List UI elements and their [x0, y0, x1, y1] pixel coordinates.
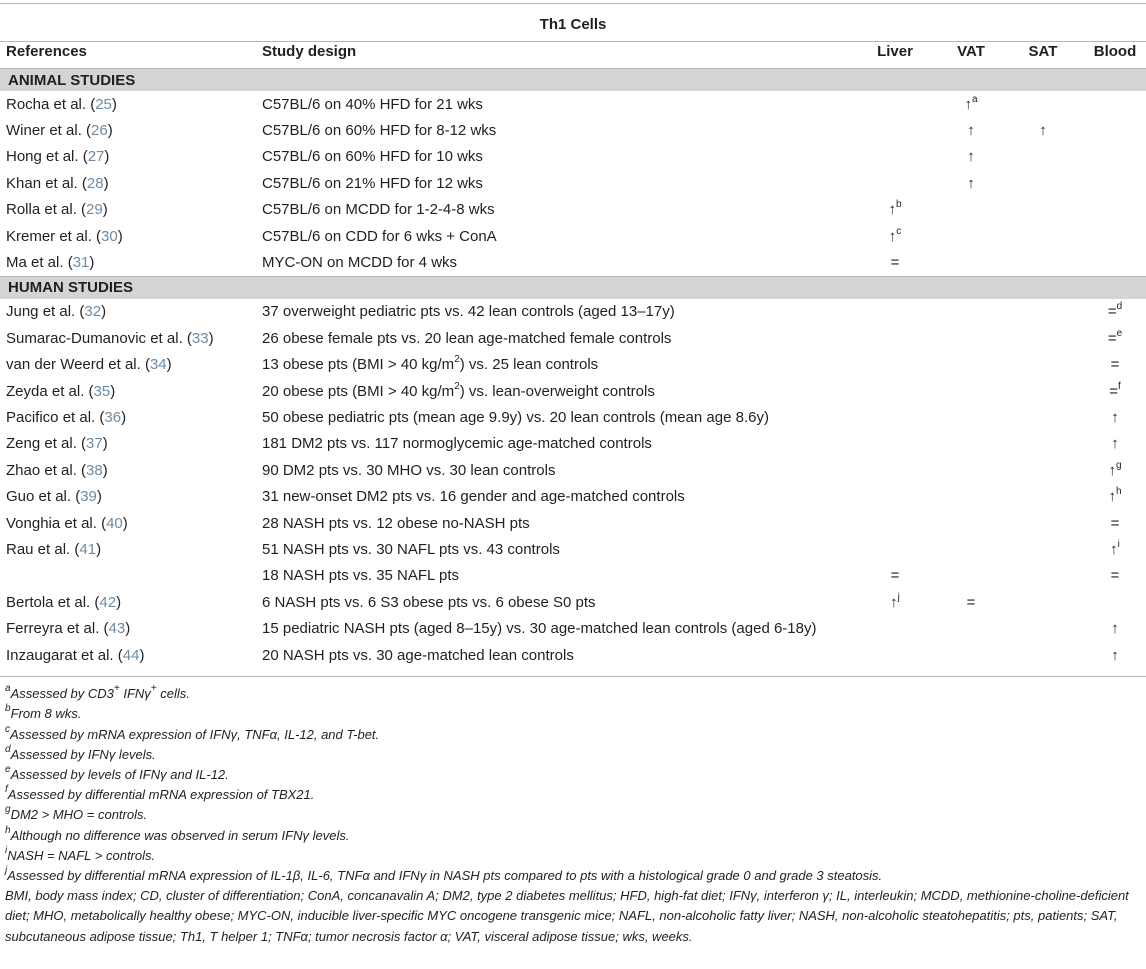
reference-author: Pacifico et al. — [6, 408, 100, 426]
liver-result — [850, 404, 940, 430]
study-design-text: C57BL/6 on CDD for 6 wks + ConA — [262, 227, 497, 245]
study-design-cell — [262, 536, 850, 562]
footnote-mark: h — [5, 824, 11, 836]
sat-result — [1002, 378, 1084, 404]
reference-cell: Rocha et al. (25) — [6, 95, 117, 113]
blood-result — [1084, 615, 1146, 641]
data-table — [0, 42, 1146, 668]
section-header-row — [0, 276, 1146, 299]
study-design-cell — [262, 170, 850, 196]
blood-result-symbol: = — [1110, 514, 1120, 532]
table-row — [0, 483, 1146, 509]
sat-result — [1002, 404, 1084, 430]
reference-cell: Jung et al. (32) — [6, 303, 107, 321]
sat-result — [1002, 117, 1084, 143]
table-row — [0, 249, 1146, 276]
footnote — [5, 725, 1146, 745]
liver-result — [850, 299, 940, 325]
study-design-cell — [262, 457, 850, 483]
study-design-cell — [262, 299, 850, 325]
blood-result — [1084, 589, 1146, 615]
study-design-cell — [262, 117, 850, 143]
blood-result — [1084, 563, 1146, 589]
reference-author: Winer et al. — [6, 122, 87, 140]
footnote — [5, 826, 1146, 846]
reference-author: Sumarac-Dumanovic et al. — [6, 329, 187, 347]
vat-result — [940, 431, 1002, 457]
reference-cell: Zhao et al. (38) — [6, 461, 108, 479]
table-row — [0, 170, 1146, 196]
reference-number-link: 27 — [87, 148, 105, 166]
study-design-text: 18 NASH pts vs. 35 NAFL pts — [262, 567, 460, 585]
reference-number-link: 43 — [108, 620, 126, 638]
study-design-cell — [262, 325, 850, 351]
sat-result — [1002, 91, 1084, 117]
liver-result — [850, 563, 940, 589]
blood-result-symbol: = — [1110, 356, 1120, 374]
footnote-marker: b — [895, 199, 902, 211]
vat-result — [940, 299, 1002, 325]
liver-result — [850, 249, 940, 276]
blood-result — [1084, 249, 1146, 276]
vat-result-symbol: = — [966, 593, 976, 611]
footnote-text-cont: cells. — [156, 686, 190, 702]
blood-result — [1084, 170, 1146, 196]
sat-result — [1002, 352, 1084, 378]
study-design-text: 20 obese pts (BMI > 40 kg/m — [262, 382, 455, 400]
footnote-marker: c — [896, 225, 902, 237]
sat-result — [1002, 510, 1084, 536]
study-design-text: 20 NASH pts vs. 30 age-matched lean controls — [262, 646, 574, 664]
reference-author: Zeyda et al. — [6, 382, 89, 400]
reference-cell: Inzaugarat et al. (44) — [6, 646, 145, 664]
header-row — [0, 42, 1146, 69]
reference-author: Bertola et al. — [6, 593, 95, 611]
sat-result — [1002, 249, 1084, 276]
vat-result — [940, 325, 1002, 351]
abbreviations-note: BMI, body mass index; CD, cluster of differentiation; ConA, concanavalin A; DM2, type 2 diabetes mellitus; HFD, high-fat diet; IFNγ, interferon γ; IL, interleukin; MCDD, methionine-choline-deficient diet; MHO, metabolically healthy obese; MYC-ON, inducible liver-specific MYC oncogene transgenic mice; NAFL, non-alcoholic fatty liver; NASH, non-alcoholic steatohepatitis; pts, patients; SAT, subcutaneous adipose tissue; Th1, T helper 1; TNFα; tumor necrosis factor α; VAT, visceral adipose tissue; wks, weeks. — [5, 888, 1129, 944]
footnote-marker: a — [971, 93, 978, 105]
study-design-text: 50 obese pediatric pts (mean age 9.9y) vs. 20 lean controls (mean age 8.6y) — [262, 408, 769, 426]
reference-cell: Sumarac-Dumanovic et al. (33) — [6, 329, 214, 347]
blood-result-symbol: ↑ — [1111, 435, 1119, 453]
study-design-text: 26 obese female pts vs. 20 lean age-matched female controls — [262, 329, 672, 347]
blood-result — [1084, 197, 1146, 223]
reference-cell: Ma et al. (31) — [6, 254, 95, 272]
liver-result-symbol: ↑ — [888, 201, 896, 219]
study-design-cell — [262, 510, 850, 536]
study-design-cell — [262, 483, 850, 509]
study-design-cell — [262, 431, 850, 457]
study-design-text: 28 NASH pts vs. 12 obese no-NASH pts — [262, 514, 530, 532]
reference-number-link: 36 — [104, 408, 122, 426]
footnote-mark: a — [5, 683, 11, 695]
blood-result-symbol: ↑ — [1110, 540, 1118, 558]
blood-result-symbol: = — [1107, 303, 1117, 321]
vat-result — [940, 615, 1002, 641]
reference-author: Ma et al. — [6, 254, 68, 272]
blood-result — [1084, 378, 1146, 404]
blood-result — [1084, 299, 1146, 325]
footnote-text: Assessed by mRNA expression of IFNγ, TNFα, IL-12, and T-bet. — [10, 726, 380, 742]
liver-result — [850, 483, 940, 509]
sat-result — [1002, 223, 1084, 249]
study-design-cell — [262, 144, 850, 170]
table-row — [0, 352, 1146, 378]
col-header-vat: VAT — [940, 42, 1002, 69]
liver-result-symbol: ↑ — [888, 227, 897, 245]
table-row — [0, 144, 1146, 170]
footnote-text: DM2 > MHO = controls. — [10, 807, 148, 823]
liver-result — [850, 170, 940, 196]
vat-result-symbol: ↑ — [967, 148, 975, 166]
study-design-cell — [262, 91, 850, 117]
blood-result — [1084, 457, 1146, 483]
study-design-cell — [262, 249, 850, 276]
footnote-superscript: + — [113, 683, 120, 695]
footnote-mark: d — [5, 743, 11, 755]
study-design-cell — [262, 223, 850, 249]
sat-result — [1002, 536, 1084, 562]
col-header-sat: SAT — [1002, 42, 1084, 69]
reference-author: Zhao et al. — [6, 461, 82, 479]
footnote-marker: g — [1115, 459, 1122, 471]
reference-number-link: 30 — [101, 227, 118, 245]
study-design-text: 51 NASH pts vs. 30 NAFL pts vs. 43 controls — [262, 540, 560, 558]
footnote-marker: e — [1116, 327, 1123, 339]
vat-result — [940, 117, 1002, 143]
reference-cell: Rolla et al. (29) — [6, 201, 108, 219]
reference-author: Zeng et al. — [6, 435, 82, 453]
reference-number-link: 29 — [86, 201, 103, 219]
study-design-text: 37 overweight pediatric pts vs. 42 lean controls (aged 13–17y) — [262, 303, 675, 321]
reference-author: Rocha et al. — [6, 95, 91, 113]
study-design-cell — [262, 197, 850, 223]
table-row — [0, 404, 1146, 430]
vat-result — [940, 483, 1002, 509]
study-design-cell — [262, 352, 850, 378]
reference-number-link: 34 — [149, 356, 167, 374]
table-row — [0, 563, 1146, 589]
sat-result — [1002, 170, 1084, 196]
footnote — [5, 805, 1146, 825]
vat-result — [940, 352, 1002, 378]
footnote-marker: h — [1115, 486, 1122, 498]
study-design-text-cont: ) vs. lean-overweight controls — [459, 382, 655, 400]
footnote-text: Although no difference was observed in serum IFNγ levels. — [10, 827, 350, 843]
section-label: HUMAN STUDIES — [0, 276, 1146, 299]
reference-number-link: 41 — [79, 540, 97, 558]
unit-superscript: 2 — [454, 354, 460, 366]
reference-cell: Bertola et al. (42) — [6, 593, 122, 611]
col-header-references: References — [0, 42, 262, 69]
blood-result-symbol: ↑ — [1111, 646, 1119, 664]
blood-result-symbol: = — [1109, 382, 1118, 400]
reference-cell — [0, 563, 262, 589]
study-design-cell — [262, 642, 850, 668]
liver-result — [850, 378, 940, 404]
footnote-marker: j — [897, 591, 900, 603]
vat-result — [940, 563, 1002, 589]
vat-result — [940, 510, 1002, 536]
vat-result-symbol: ↑ — [967, 122, 975, 140]
liver-result — [850, 457, 940, 483]
section-label: ANIMAL STUDIES — [0, 69, 1146, 92]
reference-author: Inzaugarat et al. — [6, 646, 118, 664]
sat-result — [1002, 431, 1084, 457]
vat-result — [940, 249, 1002, 276]
liver-result-symbol: ↑ — [890, 593, 898, 611]
table-title: Th1 Cells — [0, 3, 1146, 42]
study-design-text: 31 new-onset DM2 pts vs. 16 gender and age-matched controls — [262, 488, 685, 506]
blood-result-symbol: = — [1110, 567, 1120, 585]
reference-cell: Khan et al. (28) — [6, 174, 109, 192]
study-design-text-cont: ) vs. 25 lean controls — [459, 356, 599, 374]
footnote-mark: f — [5, 784, 8, 796]
blood-result — [1084, 642, 1146, 668]
reference-cell: Rau et al. (41) — [6, 540, 102, 558]
blood-result — [1084, 352, 1146, 378]
vat-result — [940, 536, 1002, 562]
col-header-blood: Blood — [1084, 42, 1146, 69]
blood-result — [1084, 91, 1146, 117]
table-row — [0, 589, 1146, 615]
footnote-text: Assessed by differential mRNA expression of IL-1β, IL-6, TNFα and IFNγ in NASH pts compared to pts with a histological grade 0 and grade 3 steatosis. — [7, 868, 883, 884]
footnote-text: NASH = NAFL > controls. — [7, 847, 156, 863]
table-row — [0, 457, 1146, 483]
section-header-row — [0, 69, 1146, 92]
table-row — [0, 325, 1146, 351]
liver-result — [850, 642, 940, 668]
vat-result — [940, 404, 1002, 430]
liver-result — [850, 144, 940, 170]
reference-author: Vonghia et al. — [6, 514, 102, 532]
reference-author: Hong et al. — [6, 148, 83, 166]
reference-number-link: 44 — [122, 646, 140, 664]
vat-result — [940, 197, 1002, 223]
footnote-text: Assessed by levels of IFNγ and IL-12. — [10, 767, 229, 783]
study-design-text: MYC-ON on MCDD for 4 wks — [262, 254, 458, 272]
footnote — [5, 765, 1146, 785]
study-design-text: C57BL/6 on 40% HFD for 21 wks — [262, 95, 483, 113]
reference-cell: Guo et al. (39) — [6, 488, 102, 506]
unit-superscript: 2 — [454, 380, 460, 392]
reference-cell: van der Weerd et al. (34) — [6, 356, 172, 374]
liver-result — [850, 197, 940, 223]
blood-result-symbol: ↑ — [1111, 408, 1119, 426]
study-design-text: C57BL/6 on 60% HFD for 10 wks — [262, 148, 483, 166]
liver-result-symbol: = — [890, 567, 900, 585]
table-row — [0, 378, 1146, 404]
reference-number-link: 37 — [86, 435, 103, 453]
reference-number-link: 42 — [99, 593, 117, 611]
liver-result — [850, 117, 940, 143]
reference-author: Guo et al. — [6, 488, 76, 506]
liver-result — [850, 91, 940, 117]
reference-cell: Kremer et al. (30) — [6, 227, 123, 245]
sat-result-symbol: ↑ — [1039, 122, 1047, 140]
liver-result — [850, 352, 940, 378]
col-header-liver: Liver — [850, 42, 940, 69]
reference-author: Khan et al. — [6, 174, 82, 192]
blood-result — [1084, 117, 1146, 143]
table-row — [0, 197, 1146, 223]
footnote — [5, 684, 1146, 704]
footnote-mark: e — [5, 764, 11, 776]
liver-result — [850, 431, 940, 457]
study-design-text: 6 NASH pts vs. 6 S3 obese pts vs. 6 obese S0 pts — [262, 593, 596, 611]
reference-number-link: 39 — [80, 488, 97, 506]
study-design-text: 15 pediatric NASH pts (aged 8–15y) vs. 30 age-matched lean controls (aged 6-18y) — [262, 620, 817, 638]
footnote-marker: f — [1117, 380, 1121, 392]
reference-number-link: 28 — [86, 174, 104, 192]
vat-result — [940, 91, 1002, 117]
footnote-mark: g — [5, 804, 11, 816]
footnote-text: From 8 wks. — [10, 706, 82, 722]
liver-result — [850, 223, 940, 249]
reference-author: Rau et al. — [6, 540, 75, 558]
vat-result — [940, 589, 1002, 615]
reference-cell: Hong et al. (27) — [6, 148, 110, 166]
study-design-text: C57BL/6 on 21% HFD for 12 wks — [262, 174, 483, 192]
reference-cell: Ferreyra et al. (43) — [6, 620, 131, 638]
table-row — [0, 510, 1146, 536]
table-row — [0, 91, 1146, 117]
blood-result — [1084, 431, 1146, 457]
liver-result — [850, 615, 940, 641]
study-design-text: 90 DM2 pts vs. 30 MHO vs. 30 lean controls — [262, 461, 556, 479]
sat-result — [1002, 563, 1084, 589]
footnote-superscript: + — [150, 683, 157, 695]
blood-result-symbol: ↑ — [1111, 620, 1119, 638]
footnote-mark: j — [5, 865, 8, 877]
table-row — [0, 431, 1146, 457]
study-design-cell — [262, 563, 850, 589]
col-header-study-design: Study design — [262, 42, 850, 69]
footnote — [5, 785, 1146, 805]
reference-number-link: 33 — [191, 329, 209, 347]
reference-number-link: 31 — [72, 254, 90, 272]
table-row — [0, 117, 1146, 143]
liver-result — [850, 510, 940, 536]
blood-result — [1084, 483, 1146, 509]
blood-result-symbol: = — [1107, 329, 1117, 347]
sat-result — [1002, 615, 1084, 641]
footnote-text: Assessed by differential mRNA expression of TBX21. — [7, 787, 315, 803]
vat-result — [940, 223, 1002, 249]
blood-result — [1084, 223, 1146, 249]
sat-result — [1002, 589, 1084, 615]
reference-cell: Zeyda et al. (35) — [6, 382, 116, 400]
vat-result-symbol: ↑ — [967, 174, 975, 192]
reference-author: Ferreyra et al. — [6, 620, 104, 638]
reference-author: Jung et al. — [6, 303, 80, 321]
footnote-mark: c — [5, 723, 10, 735]
blood-result — [1084, 144, 1146, 170]
blood-result — [1084, 536, 1146, 562]
study-design-cell — [262, 378, 850, 404]
sat-result — [1002, 457, 1084, 483]
sat-result — [1002, 299, 1084, 325]
reference-number-link: 40 — [106, 514, 123, 532]
blood-result — [1084, 404, 1146, 430]
blood-result-symbol: ↑ — [1108, 461, 1116, 479]
table-row — [0, 615, 1146, 641]
vat-result — [940, 170, 1002, 196]
liver-result — [850, 325, 940, 351]
reference-cell: Pacifico et al. (36) — [6, 408, 127, 426]
footnote — [5, 846, 1146, 866]
reference-author: Rolla et al. — [6, 201, 82, 219]
sat-result — [1002, 144, 1084, 170]
footnote-text: Assessed by CD3 — [10, 686, 114, 702]
study-design-cell — [262, 615, 850, 641]
reference-number-link: 32 — [84, 303, 102, 321]
vat-result — [940, 642, 1002, 668]
study-design-text: C57BL/6 on MCDD for 1-2-4-8 wks — [262, 201, 495, 219]
table-row — [0, 642, 1146, 668]
footnote — [5, 745, 1146, 765]
table-footnotes — [0, 676, 1146, 947]
vat-result-symbol: ↑ — [964, 95, 972, 113]
vat-result — [940, 144, 1002, 170]
liver-result — [850, 589, 940, 615]
footnote — [5, 704, 1146, 724]
footnote-mark: i — [5, 844, 8, 856]
liver-result-symbol: = — [890, 254, 900, 272]
reference-number-link: 26 — [91, 122, 108, 140]
study-design-text: C57BL/6 on 60% HFD for 8-12 wks — [262, 122, 497, 140]
reference-cell: Zeng et al. (37) — [6, 435, 108, 453]
footnote-text: Assessed by IFNγ levels. — [10, 746, 156, 762]
reference-cell: Vonghia et al. (40) — [6, 514, 128, 532]
vat-result — [940, 378, 1002, 404]
reference-author: van der Weerd et al. — [6, 356, 145, 374]
sat-result — [1002, 483, 1084, 509]
blood-result-symbol: ↑ — [1108, 488, 1116, 506]
study-design-text: 181 DM2 pts vs. 117 normoglycemic age-matched controls — [262, 435, 652, 453]
sat-result — [1002, 197, 1084, 223]
reference-cell: Winer et al. (26) — [6, 122, 113, 140]
footnote-marker: i — [1117, 538, 1120, 550]
table-row — [0, 536, 1146, 562]
study-design-text: 13 obese pts (BMI > 40 kg/m — [262, 356, 455, 374]
footnote-mark: b — [5, 703, 11, 715]
footnote-text-cont: IFNγ — [119, 686, 151, 702]
footnote — [5, 866, 1146, 886]
reference-number-link: 25 — [95, 95, 112, 113]
sat-result — [1002, 642, 1084, 668]
vat-result — [940, 457, 1002, 483]
table-row — [0, 223, 1146, 249]
sat-result — [1002, 325, 1084, 351]
blood-result — [1084, 510, 1146, 536]
study-design-cell — [262, 589, 850, 615]
reference-author: Kremer et al. — [6, 227, 97, 245]
table-row — [0, 299, 1146, 325]
liver-result — [850, 536, 940, 562]
footnote-marker: d — [1116, 301, 1123, 313]
blood-result — [1084, 325, 1146, 351]
study-design-cell — [262, 404, 850, 430]
reference-number-link: 35 — [93, 382, 111, 400]
reference-number-link: 38 — [86, 461, 103, 479]
